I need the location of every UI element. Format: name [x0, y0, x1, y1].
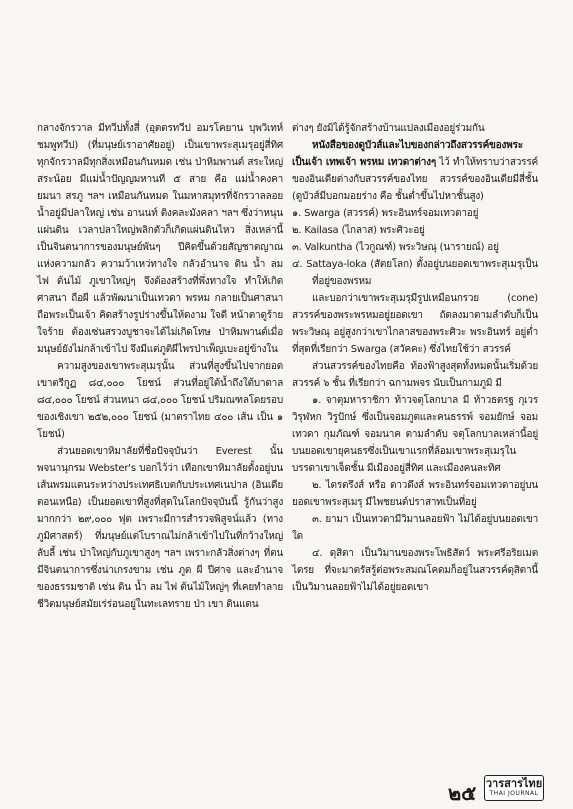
paragraph-meru-height: ความสูงของเขาพระสุเมรุนั้น ส่วนที่สูงขึ้นไปจากยอดเขาตรีกูฏ ๘๔,๐๐๐ โยชน์ ส่วนที่อยู่ใต้น้ำถึงใต้บาดาล ๘๔,๐๐๐ โยชน์ ส่วนหนา ๘๔,๐๐๐ โยชน์ ปริมณฑลโดยรอบของเชิงเขา ๒๕๒,๐๐๐ โยชน์ (มาตราไทย ๔๐๐ เส้น เป็น ๑ โยชน์): [37, 361, 283, 440]
page-footer: [0, 772, 573, 805]
tier-item-4: ๔. ดุสิตา เป็นวิมานของพระโพธิสัตว์ พระศรีอริยเมตไตรย ที่จะมาตรัสรู้ต่อพระสมณโคดมก็อยู่ในสวรรค์ดุสิตานี้ เป็นวิมานลอยฟ้าไม่ได้อยู่ยอดเขา: [292, 548, 538, 593]
right-column: [292, 120, 538, 596]
paragraph-book: [292, 137, 538, 205]
tier-item-1: ๑. จาตุมหาราชิกา ท้าวจตุโลกบาล มี ท้าวธตรฐ กุเวร วิรุฬหก วิรูปักษ์ ซึ่งเป็นจอมภูตและคนธรรพ์ จอมยักษ์ จอมเทวดา กุมภัณฑ์ จอมนาค ตามลำดับ จตุโลกบาลเหล่านี้อยู่บนยอดเขายุคนธรซึ่งเป็นเขาแรกที่ล้อมเขาพระสุเมรุในบรรดาเขาเจ็ดชั้น มีเมืองอยู่สี่ทิศ และเมืองคนละทิศ: [292, 395, 538, 474]
paragraph-universe: กลางจักรวาล มีทวีปทั้งสี่ (อุตตรทวีป อมรโคยาน บุพวิเทห์ ชมพูทวีป) (ที่มนุษย์เราอาศัยอยู่) เป็นเขาพระสุเมรุอยู่สี่ทิศ ทุกจักรวาลมีทุกสิ่งเหมือนกันหมด เช่น ป่าหิมพานต์ สระใหญ่ สระน้อย มีแม่น้ำปัญญมหานที ๕ สาย คือ แม่น้ำคงคา ยมนา สรภู ฯลฯ เหมือนกันหมด ในมหาสมุทรที่จักรวาลลอยน้ำอยู่มีปลาใหญ่ เช่น อานนท์ ติงคละมังคลา ฯลฯ ซึ่งว่าหนุนแผ่นดิน เวลาปลาใหญ่พลิกตัวก็เกิดแผ่นดินไหว สิ่งเหล่านี้เป็นจินตนาการของมนุษย์พันๆ ปีคิดขึ้นด้วยสัญชาตญาณแห่งความกลัว ความว้าเหว่ทางใจ กลัวอำนาจ ดิน น้ำ ลม ไฟ ต้นไม้ ภูเขาใหญ่ๆ จึงต้องสร้างที่พึ่งทางใจ ทำให้เกิดศาสนา ถือผี แล้วพัฒนาเป็นเทวดา พรหม กลายเป็นศาสนา ถือพระเป็นเจ้า คิดสร้างรูปร่างขึ้นให้ดงาม ใจดี หน้าตาดูร้าย ใจร้าย ต้องเซ่นสรวงบูชาจะได้ไม่เกิดโทษ ป่าหิมพานต์เมื่อมนุษย์ยังไม่กล้าเข้าไป จึงมีแต่ภูติผีไพรป่าเพ็ญเบะอยู่ข้างใน: [37, 123, 283, 355]
paragraph-everest: ส่วนยอดเขาหิมาลัยที่ชื่อปัจจุบันว่า Everest นั้น พจนานุกรม Webster's บอกไว้ว่า เทือกเขาหิมาลัยตั้งอยู่บนเส้นพรมแดนระหว่างประเทศธิเบตกับประเทศเนปาล (อินเดียตอนเหนือ) เป็นยอดเขาที่สูงที่สุดในโลกปัจจุบันนี้ รู้กันว่าสูงมากกว่า ๒๙,๐๐๐ ฟุต เพราะมีการสำรวจพิสูจน์แล้ว (ทางภูมิศาสตร์) ที่มนุษย์แต่โบราณไม่กล้าเข้าไปในที่กว้างใหญ่ ลับลี้ เช่น ป่าใหญ่กับภูเขาสูงๆ ฯลฯ เพราะกลัวสิ่งต่างๆ ที่ตนมีจินตนาการซึ่งน่าเกรงขาม เช่น ภูต ผี ปีศาจ และอำนาจของธรรมชาติ เช่น ดิน น้ำ ลม ไฟ ต้นไม้ใหญ่ๆ ที่เคยทำลายชีวิตมนุษย์สมัยเร่ร่อนอยู่ในทะเลทราย ป่า เขา ดินแดน: [37, 446, 283, 610]
paragraph-intro: ต่างๆ ยังมิได้รู้จักสร้างบ้านแปลงเมืองอยู่ร่วมกัน: [292, 123, 485, 134]
paragraph-cone: และบอกว่าเขาพระสุเมรุมีรูปเหมือนกรวย (cone) สวรรค์ของพระพรหมอยู่ยอดเขา ถัดลงมาตามลำดับก็เป็นพระวิษณุ อยู่สูงกว่าเขาไกลาสของพระศิวะ พระอินทร์ อยู่ต่ำที่สุดที่เรียกว่า Swarga (สวัคคะ) ซึ่งไทยใช้ว่า สวรรค์: [292, 293, 538, 355]
heaven-item-4: ๔. Sattaya-loka (สัตยโลก) ตั้งอยู่บนยอดเขาพระสุเมรุเป็นที่อยู่ของพรหม: [292, 259, 538, 287]
tier-item-2: ๒. ไตรตรึงส์ หรือ ดาวดึงส์ พระอินทร์จอมเทวดาอยู่บนยอดเขาพระสุเมรุ มีไพชยนต์ปราสาทเป็นที่อยู่: [292, 480, 538, 508]
paragraph-thai-heaven: ส่วนสวรรค์ของไทยคือ ท้องฟ้าสูงสุดทั้งหมดนั้นเริ่มด้วยสวรรค์ ๖ ชั้น ที่เรียกว่า ฉกามพจร นับเป็นกามภูมิ มี: [292, 361, 538, 389]
heaven-item-1: ๑. Swarga (สวรรค์) พระอินทร์จอมเทวดาอยู่: [292, 208, 479, 219]
page-number: ๒๕: [448, 781, 477, 805]
journal-logo: [484, 775, 544, 801]
heaven-item-2: ๒. Kailasa (ไกลาส) พระศิวะอยู่: [292, 225, 425, 236]
tier-item-3: ๓. ยามา เป็นเทวดามีวิมานลอยฟ้า ไม่ได้อยู่บนยอดเขาใด: [292, 514, 538, 542]
heaven-item-3: ๓. Valkuntha (ไวกูณฑ์) พระวิษณุ (นารายณ์) อยู่: [292, 242, 499, 253]
left-column: [37, 120, 283, 613]
logo-subtext: THAI JOURNAL: [489, 790, 539, 797]
logo-text: วารสารไทย: [485, 777, 543, 790]
book-text: ไว้ ทำให้ทราบว่าสวรรค์ของอินเดียต่างกับสวรรค์ของไทย สวรรค์ของอินเดียมีสี่ชั้น (ดูบัวส์มีบอกมอยร่าง คือ ชั้นต่ำขึ้นไปหาชั้นสูง): [292, 157, 539, 202]
book-heading: หนังสือของดูบัวส์และไบของกล่าวถึงสวรรค์ของพระเป็นเจ้า เทพเจ้า พรหม เทวดาต่างๆ: [292, 140, 523, 168]
